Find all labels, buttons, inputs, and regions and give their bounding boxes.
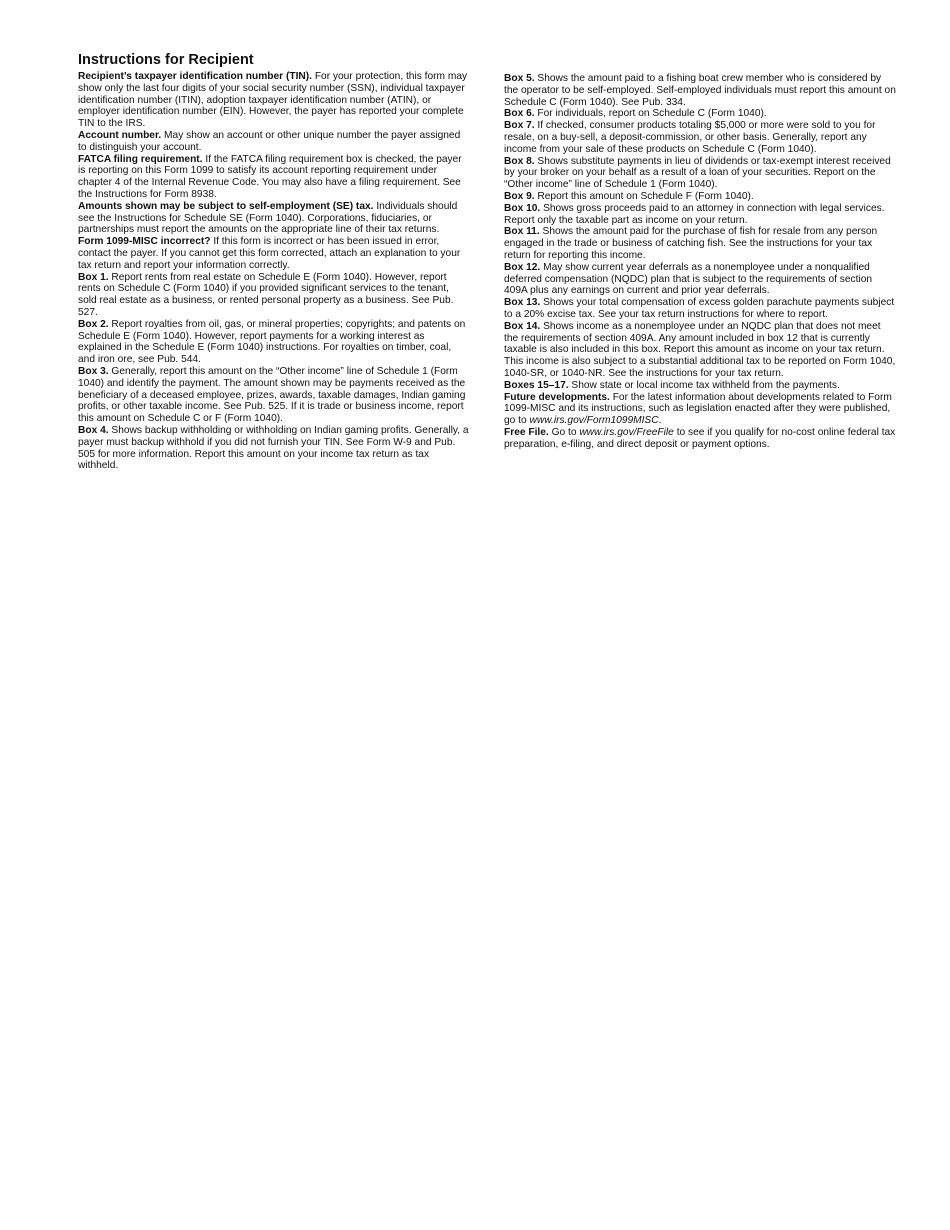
page-title: Instructions for Recipient	[78, 52, 254, 68]
instructions-page	[78, 52, 898, 472]
paragraph-text: May show an account or other unique number the payer assigned to distinguish your account.	[78, 129, 461, 153]
paragraph-heading: Account number.	[78, 129, 162, 141]
paragraph-text: For individuals, report on Schedule C (Form 1040).	[534, 108, 767, 120]
paragraph-heading: Box 10.	[504, 202, 541, 214]
instruction-paragraph	[504, 120, 896, 155]
instruction-paragraph	[504, 191, 896, 203]
paragraph-heading: Box 5.	[504, 73, 535, 84]
instruction-paragraph	[504, 73, 896, 108]
instruction-paragraph	[78, 154, 470, 201]
instruction-paragraph	[504, 380, 896, 392]
paragraph-text: If the FATCA filing requirement box is checked, the payer is reporting on this Form 1099 to satisfy its account reporting requirement under chapter 4 of the Internal Revenue Code. You may also have a filing requirement. See the Instructions for Form 8938.	[78, 153, 462, 200]
paragraph-end: to see if you qualify for no-cost online federal tax preparation, e-filing, and direct deposit or payment options.	[504, 426, 896, 450]
two-column-body	[78, 71, 898, 472]
paragraph-heading: Box 9.	[504, 190, 535, 202]
paragraph-heading: Box 11.	[504, 226, 540, 238]
paragraph-heading: Box 12.	[504, 261, 541, 273]
instruction-paragraph	[78, 201, 470, 236]
paragraph-text: Show state or local income tax withheld from the payments.	[568, 379, 840, 391]
paragraph-heading: Future developments.	[504, 391, 610, 403]
paragraph-heading: Box 13.	[504, 297, 541, 309]
paragraph-text: Shows substitute payments in lieu of dividends or tax-exempt interest received by your broker on your behalf as a result of a loan of your securities. Report on the “Other income” line of Schedule 1 (Form 1040).	[504, 155, 891, 191]
paragraph-heading: Box 14.	[504, 320, 541, 332]
paragraph-heading: Boxes 15–17.	[504, 379, 569, 391]
instruction-paragraph	[504, 297, 896, 321]
paragraph-text: Generally, report this amount on the “Other income” line of Schedule 1 (Form 1040) and identify the payment. The amount shown may be payments received as the beneficiary of a deceased employee, prizes, awards, taxable damages, Indian gaming profits, or other taxable income. See Pub. 525. If it is trade or business income, report this amount on Schedule C or F (Form 1040).	[78, 365, 466, 425]
instruction-paragraph	[78, 319, 470, 366]
right-column	[504, 73, 896, 472]
paragraph-text: Report rents from real estate on Schedule E (Form 1040). However, report rents on Schedule C (Form 1040) if you provided significant services to the tenant, sold real estate as a business, or rented personal property as a business. See Pub. 527.	[78, 271, 454, 318]
paragraph-heading: Form 1099-MISC incorrect?	[78, 236, 211, 248]
paragraph-heading: Box 2.	[78, 318, 109, 330]
paragraph-heading: Recipient’s taxpayer identification number (TIN).	[78, 71, 312, 82]
paragraph-text: If this form is incorrect or has been issued in error, contact the payer. If you cannot get this form corrected, attach an explanation to your tax return and report your information correctly.	[78, 236, 461, 271]
paragraph-text: Shows the amount paid to a fishing boat crew member who is considered by the operator to be self-employed. Self-employed individuals must report this amount on Schedule C (Form 1040). See Pub. 334.	[504, 73, 896, 108]
paragraph-text: If checked, consumer products totaling $5,000 or more were sold to you for resale, on a buy-sell, a deposit-commission, or other basis. Generally, report any income from your sale of these products on Schedule C (Form 1040).	[504, 120, 876, 155]
instruction-paragraph	[78, 425, 470, 472]
paragraph-text: Shows income as a nonemployee under an NQDC plan that does not meet the requirements of section 409A. Any amount included in box 12 that is currently taxable is also included in this box. Report this amount as income on your tax return. This income is also subject to a substantial additional tax to be reported on Form 1040, 1040-SR, or 1040-NR. See the instructions for your tax return.	[504, 320, 896, 379]
paragraph-heading: Amounts shown may be subject to self-employment (SE) tax.	[78, 200, 374, 212]
instruction-paragraph	[78, 272, 470, 319]
instruction-paragraph	[78, 71, 470, 130]
instruction-paragraph	[78, 366, 470, 425]
instruction-paragraph	[504, 203, 896, 227]
paragraph-text: Report royalties from oil, gas, or mineral properties; copyrights; and patents on Schedule E (Form 1040). However, report payments for a working interest as explained in the Schedule E (Form 1040) instructions. For royalties on timber, coal, and iron ore, see Pub. 544.	[78, 318, 466, 366]
paragraph-text: Individuals should see the Instructions for Schedule SE (Form 1040). Corporations, fiduciaries, or partnerships must report the amounts on the appropriate line of their tax returns.	[78, 200, 458, 236]
paragraph-text: Shows your total compensation of excess golden parachute payments subject to a 20% excise tax. See your tax return instructions for where to report.	[504, 297, 895, 320]
paragraph-text: Shows the amount paid for the purchase of fish for resale from any person engaged in the trade or business of catching fish. See the instructions for your tax return for reporting this income.	[504, 226, 878, 261]
instruction-paragraph	[504, 156, 896, 191]
left-column	[78, 71, 470, 472]
paragraph-text: For your protection, this form may show only the last four digits of your social security number (SSN), individual taxpayer identification number (ITIN), adoption taxpayer identification number (ATIN), or employer identification number (EIN). However, the payer has reported your complete TIN to the IRS.	[78, 71, 468, 130]
irs-form-url: www.irs.gov/Form1099MISC	[529, 415, 659, 427]
paragraph-heading: Box 6.	[504, 108, 535, 120]
free-file-url: www.irs.gov/FreeFile	[579, 426, 674, 438]
instruction-paragraph	[504, 321, 896, 380]
instruction-paragraph	[78, 130, 470, 154]
paragraph-text: Shows backup withholding or withholding on Indian gaming profits. Generally, a payer must backup withhold if you did not furnish your TIN. See Form W-9 and Pub. 505 for more information. Report this amount on your income tax return as tax withheld.	[78, 424, 469, 472]
paragraph-end: .	[658, 415, 662, 427]
paragraph-heading: FATCA filing requirement.	[78, 153, 203, 165]
paragraph-heading: Box 7.	[504, 120, 535, 132]
instruction-paragraph	[504, 262, 896, 297]
paragraph-text: Shows gross proceeds paid to an attorney in connection with legal services. Report only the taxable part as income on your return.	[504, 202, 885, 226]
future-developments-paragraph	[504, 392, 896, 427]
paragraph-heading: Box 1.	[78, 271, 109, 283]
paragraph-text: Go to	[548, 426, 580, 438]
paragraph-text: For the latest information about developments related to Form 1099-MISC and its instructions, such as legislation enacted after they were published, go to	[504, 391, 892, 427]
instruction-paragraph	[504, 108, 896, 120]
paragraph-text: May show current year deferrals as a nonemployee under a nonqualified deferred compensation (NQDC) plan that is subject to the requirements of section 409A plus any earnings on current and prior year deferrals.	[504, 261, 873, 297]
instruction-paragraph	[78, 236, 470, 271]
instruction-paragraph	[504, 226, 896, 261]
paragraph-heading: Box 3.	[78, 365, 109, 377]
paragraph-heading: Box 4.	[78, 424, 109, 436]
paragraph-text: Report this amount on Schedule F (Form 1040).	[534, 190, 754, 202]
paragraph-heading: Box 8.	[504, 155, 535, 167]
free-file-paragraph	[504, 427, 896, 451]
paragraph-heading: Free File.	[504, 426, 549, 438]
